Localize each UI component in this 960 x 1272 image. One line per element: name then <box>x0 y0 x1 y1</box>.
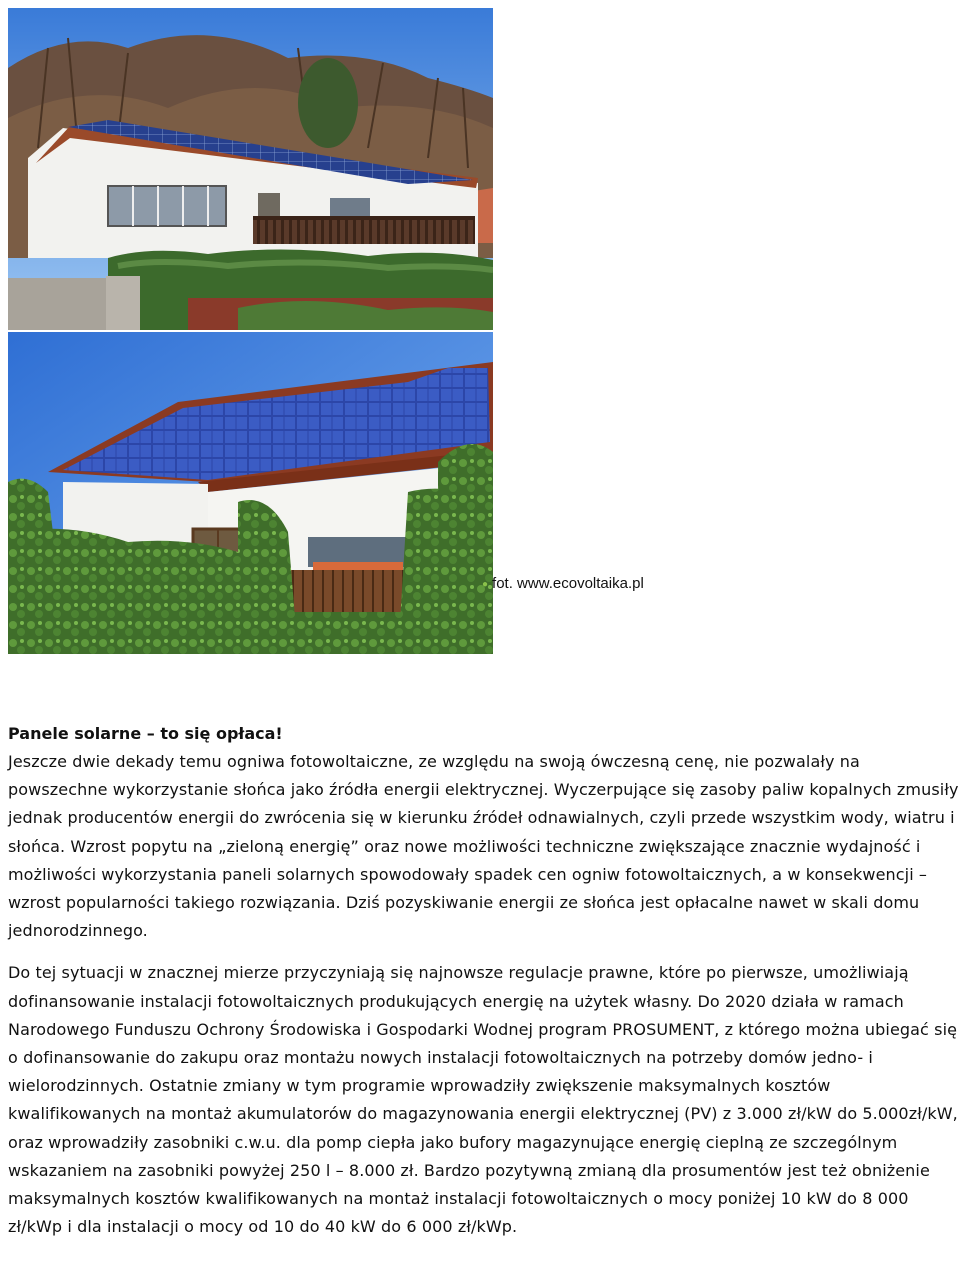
house-photo-bottom <box>8 332 493 654</box>
article-title: Panele solarne – to się opłaca! <box>8 724 283 743</box>
house-photo-top <box>8 8 493 330</box>
bullet-icon: ● <box>482 578 489 590</box>
article-paragraph-2: Do tej sytuacji w znacznej mierze przyczyniają się najnowsze regulacje prawne, które po pierwsze, umożliwiają dofinansowanie instalacji fotowoltaicznych produkujących energię na użytek własny. Do 2020 działa w ramach Narodowego Funduszu Ochrony Środowiska i Gospodarki Wodnej program PROSUMENT, z którego można ubiegać się o dofinansowanie do zakupu oraz montażu nowych instalacji fotowoltaicznych na potrzeby domów jedno- i wielorodzinnych. Ostatnie zmiany w tym programie wprowadziły zwiększenie maksymalnych kosztów kwalifikowanych na montaż akumulatorów do magazynowania energii elektrycznej (PV) z 3.000 zł/kW do 5.000zł/kW, oraz wprowadziły zasobniki c.w.u. dla pomp ciepła jako bufory magazynujące energię cieplną ze szczególnym wskazaniem na zasobniki powyżej 250 l – 8.000 zł. Bardzo pozytywną zmianą dla prosumentów jest też obniżenie maksymalnych kosztów kwalifikowanych na montaż instalacji fotowoltaicznych o mocy poniżej 10 kW do 8 000 zł/kWp i dla instalacji o mocy od 10 do 40 kW do 6 000 zł/kWp. <box>8 963 958 1237</box>
article <box>8 720 960 1241</box>
photo-credit <box>482 575 644 592</box>
article-paragraph-1: Jeszcze dwie dekady temu ogniwa fotowoltaiczne, ze względu na swoją ówczesną cenę, nie pozwalały na powszechne wykorzystanie słońca jako źródła energii elektrycznej. Wyczerpujące się zasoby paliw kopalnych zmusiły jednak producentów energii do zwrócenia się w kierunku źródeł odnawialnych, czyli przede wszystkim wody, wiatru i słońca. Wzrost popytu na „zieloną energię” oraz nowe możliwości techniczne zwiększające znacznie wydajność i możliwości wykorzystania paneli solarnych spowodowały spadek cen ogniw fotowoltaicznych, a w konsekwencji – wzrost popularności takiego rozwiązania. Dziś pozyskiwanie energii ze słońca jest opłacalne nawet w skali domu jednorodzinnego. <box>8 752 959 941</box>
photo-credit-text: fot. www.ecovoltaika.pl <box>492 575 644 592</box>
